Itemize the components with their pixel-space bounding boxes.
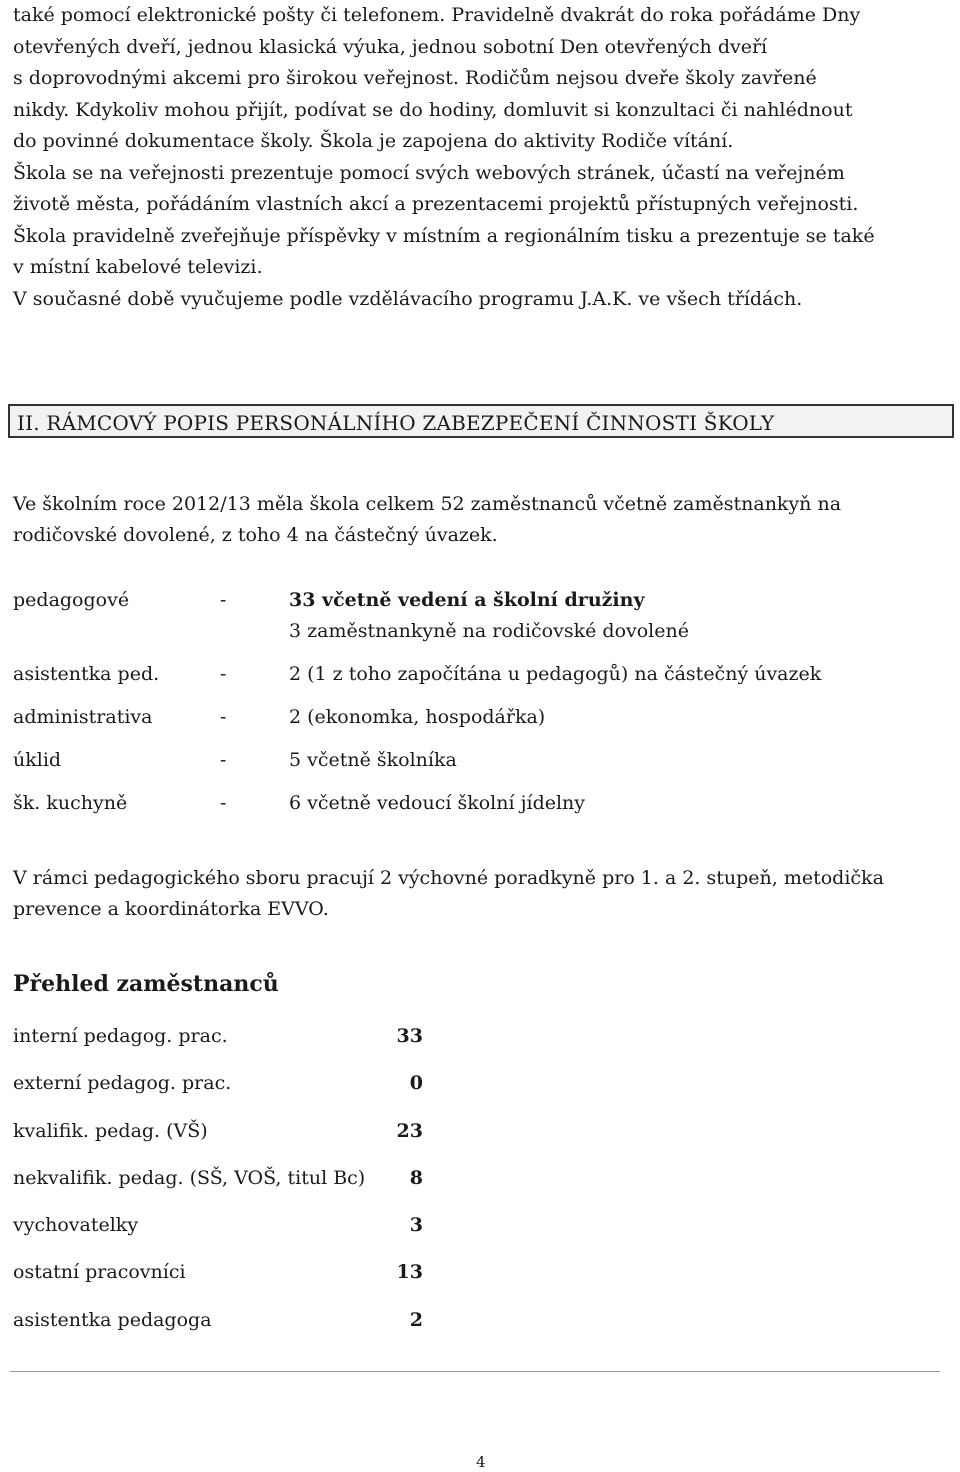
staff-role: šk. kuchyně — [13, 792, 128, 814]
intro-line: V současné době vyučujeme podle vzdělávacího programu J.A.K. ve všech třídách. — [13, 287, 803, 310]
intro-line: otevřených dveří, jednou klasická výuka, jednou sobotní Den otevřených dveří — [13, 35, 768, 58]
staff-intro-line: rodičovské dovolené, z toho 4 na částečný úvazek. — [13, 524, 498, 546]
overview-value: 23 — [396, 1120, 423, 1142]
overview-label: ostatní pracovníci — [13, 1261, 186, 1283]
overview-row — [13, 1167, 433, 1197]
intro-line: do povinné dokumentace školy. Škola je zapojena do aktivity Rodiče vítání. — [13, 130, 734, 152]
staff-role: úklid — [13, 749, 62, 771]
section-heading: II. RÁMCOVÝ POPIS PERSONÁLNÍHO ZABEZPEČENÍ ČINNOSTI ŠKOLY — [17, 411, 775, 435]
staff-value: 2 (ekonomka, hospodářka) — [289, 706, 546, 728]
staff-value: 33 včetně vedení a školní družiny — [289, 589, 645, 611]
staff-value: 2 (1 z toho započítána u pedagogů) na částečný úvazek — [289, 663, 822, 685]
footer-divider — [10, 1371, 940, 1372]
overview-row — [13, 1309, 433, 1339]
overview-value: 8 — [409, 1167, 423, 1189]
staff-intro-line: Ve školním roce 2012/13 měla škola celkem 52 zaměstnanců včetně zaměstnankyň na — [13, 493, 842, 515]
intro-line: Škola pravidelně zveřejňuje příspěvky v místním a regionálním tisku a prezentuje se také — [13, 224, 875, 247]
overview-label: asistentka pedagoga — [13, 1309, 212, 1331]
staff-dash: - — [220, 792, 227, 814]
staff-dash: - — [220, 589, 227, 611]
staff-value: 6 včetně vedoucí školní jídelny — [289, 792, 586, 814]
overview-value: 13 — [396, 1261, 423, 1283]
overview-label: nekvalifik. pedag. (SŠ, VOŠ, titul Bc) — [13, 1167, 366, 1189]
page-number: 4 — [476, 1453, 486, 1471]
staff-role: pedagogové — [13, 589, 130, 611]
staff-intro-paragraph — [13, 489, 943, 551]
section-heading-box — [8, 404, 954, 438]
intro-line: s doprovodnými akcemi pro širokou veřejnost. Rodičům nejsou dveře školy zavřené — [13, 67, 817, 89]
intro-line: Škola se na veřejnosti prezentuje pomocí svých webových stránek, účastí na veřejném — [13, 161, 845, 184]
overview-row — [13, 1025, 433, 1055]
staff-role: administrativa — [13, 706, 153, 728]
overview-label: kvalifik. pedag. (VŠ) — [13, 1120, 208, 1142]
intro-line: nikdy. Kdykoliv mohou přijít, podívat se do hodiny, domluvit si konzultaci či nahlédnout — [13, 98, 853, 121]
staff-value: 5 včetně školníka — [289, 749, 457, 771]
intro-line: v místní kabelové televizi. — [13, 256, 263, 278]
pedagog-note-line: prevence a koordinátorka EVVO. — [13, 898, 329, 920]
overview-value: 33 — [396, 1025, 423, 1047]
staff-dash: - — [220, 749, 227, 771]
staff-role: asistentka ped. — [13, 663, 160, 685]
staff-dash: - — [220, 663, 227, 685]
overview-row — [13, 1214, 433, 1244]
overview-row — [13, 1120, 433, 1150]
overview-title: Přehled zaměstnanců — [13, 971, 279, 997]
overview-row — [13, 1072, 433, 1102]
overview-value: 3 — [409, 1214, 423, 1236]
overview-value: 2 — [409, 1309, 423, 1331]
staff-note: 3 zaměstnankyně na rodičovské dovolené — [289, 620, 689, 642]
intro-text — [13, 0, 943, 315]
pedagog-note-line: V rámci pedagogického sboru pracují 2 výchovné poradkyně pro 1. a 2. stupeň, metodička — [13, 867, 884, 889]
overview-label: externí pedagog. prac. — [13, 1072, 232, 1094]
overview-row — [13, 1261, 433, 1291]
overview-label: interní pedagog. prac. — [13, 1025, 228, 1047]
pedagog-note-paragraph — [13, 863, 943, 925]
intro-line: také pomocí elektronické pošty či telefonem. Pravidelně dvakrát do roka pořádáme Dny — [13, 4, 861, 26]
staff-dash: - — [220, 706, 227, 728]
overview-value: 0 — [409, 1072, 423, 1094]
overview-label: vychovatelky — [13, 1214, 139, 1236]
intro-line: životě města, pořádáním vlastních akcí a prezentacemi projektů přístupných veřejnosti. — [13, 193, 859, 215]
